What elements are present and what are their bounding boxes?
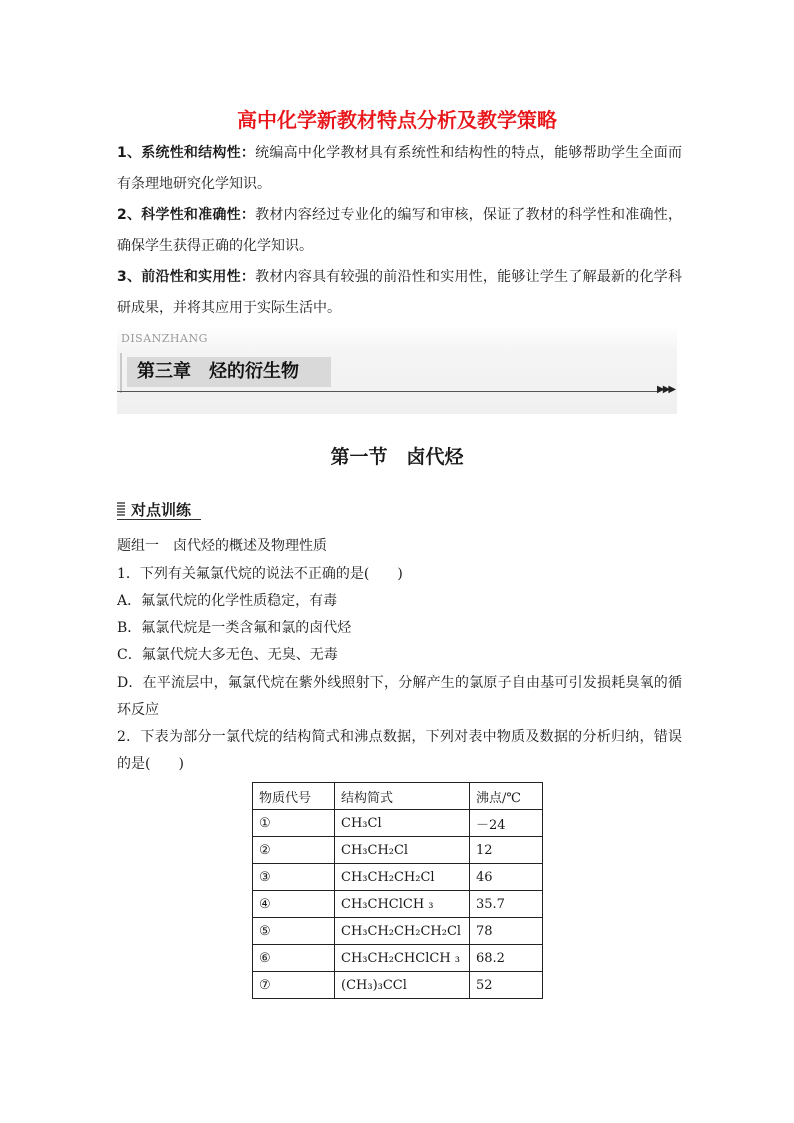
cell-code: ①	[253, 810, 335, 837]
header-boiling-point: 沸点/℃	[470, 783, 543, 810]
feature-text: 统编高中化学教材具有系统性和结构性的特点，能够帮助学生全面而有条理地研究化学知识。	[117, 145, 683, 192]
chapter-title: 第三章 烃的衍生物	[127, 357, 331, 387]
cell-bp: 78	[470, 918, 543, 945]
boiling-point-table	[252, 782, 543, 999]
arrow-right-icon: ▶▶▶	[657, 384, 675, 395]
group-title: 题组一 卤代烃的概述及物理性质	[117, 538, 327, 554]
cell-code: ⑥	[253, 945, 335, 972]
page-title: 高中化学新教材特点分析及教学策略	[237, 108, 557, 132]
cell-bp: 68.2	[470, 945, 543, 972]
cell-code: ⑤	[253, 918, 335, 945]
option-d: D．在平流层中，氟氯代烷在紫外线照射下，分解产生的氯原子自由基可引发损耗臭氧的循环反应	[117, 675, 682, 718]
cell-formula: CH₃CH₂CH₂Cl	[335, 864, 470, 891]
question-2-stem: 2．下表为部分一氯代烷的结构简式和沸点数据，下列对表中物质及数据的分析归纳，错误的是( )	[117, 729, 682, 772]
cell-bp: 12	[470, 837, 543, 864]
cell-code: ④	[253, 891, 335, 918]
table-row	[253, 837, 543, 864]
feature-point-3	[117, 262, 682, 324]
table-row	[253, 945, 543, 972]
option-a: A．氟氯代烷的化学性质稳定，有毒	[117, 593, 338, 609]
option-c: C．氟氯代烷大多无色、无臭、无毒	[117, 647, 338, 663]
feature-text: 教材内容具有较强的前沿性和实用性，能够让学生了解最新的化学科研成果，并将其应用于实际生活中。	[117, 269, 683, 316]
cell-bp: 35.7	[470, 891, 543, 918]
cell-formula: CH₃CH₂Cl	[335, 837, 470, 864]
feature-point-1	[117, 138, 682, 200]
heading-underline	[117, 519, 201, 520]
table-row	[253, 972, 543, 999]
header-formula: 结构简式	[335, 783, 470, 810]
cell-formula: CH₃CH₂CHClCH ₃	[335, 945, 470, 972]
question-1-stem: 1．下列有关氟氯代烷的说法不正确的是( )	[117, 566, 403, 582]
cell-formula: CH₃CHClCH ₃	[335, 891, 470, 918]
training-label: 对点训练	[131, 501, 192, 519]
cell-code: ②	[253, 837, 335, 864]
option-b: B．氟氯代烷是一类含氟和氯的卤代烃	[117, 620, 352, 636]
cell-formula: CH₃Cl	[335, 810, 470, 837]
table-row	[253, 864, 543, 891]
cell-bp: 52	[470, 972, 543, 999]
table-row	[253, 810, 543, 837]
chapter-subtitle: DISANZHANG	[121, 332, 208, 345]
feature-label: 1、系统性和结构性：	[117, 145, 256, 161]
cell-code: ③	[253, 864, 335, 891]
header-code: 物质代号	[253, 783, 335, 810]
cell-bp: －24	[470, 810, 543, 837]
section-title: 第一节 卤代烃	[330, 446, 464, 468]
cell-formula: (CH₃)₃CCl	[335, 972, 470, 999]
cell-bp: 46	[470, 864, 543, 891]
banner-tick	[120, 353, 122, 393]
banner-rule	[117, 391, 657, 392]
heading-marker-icon	[117, 502, 125, 517]
feature-text: 教材内容经过专业化的编写和审核，保证了教材的科学性和准确性，确保学生获得正确的化学知识。	[117, 207, 683, 254]
table-header-row	[253, 783, 543, 810]
feature-point-2	[117, 200, 682, 262]
cell-formula: CH₃CH₂CH₂CH₂Cl	[335, 918, 470, 945]
cell-code: ⑦	[253, 972, 335, 999]
table-row	[253, 918, 543, 945]
feature-label: 3、前沿性和实用性：	[117, 269, 256, 285]
chapter-banner	[117, 326, 677, 414]
table-row	[253, 891, 543, 918]
feature-label: 2、科学性和准确性：	[117, 207, 256, 223]
